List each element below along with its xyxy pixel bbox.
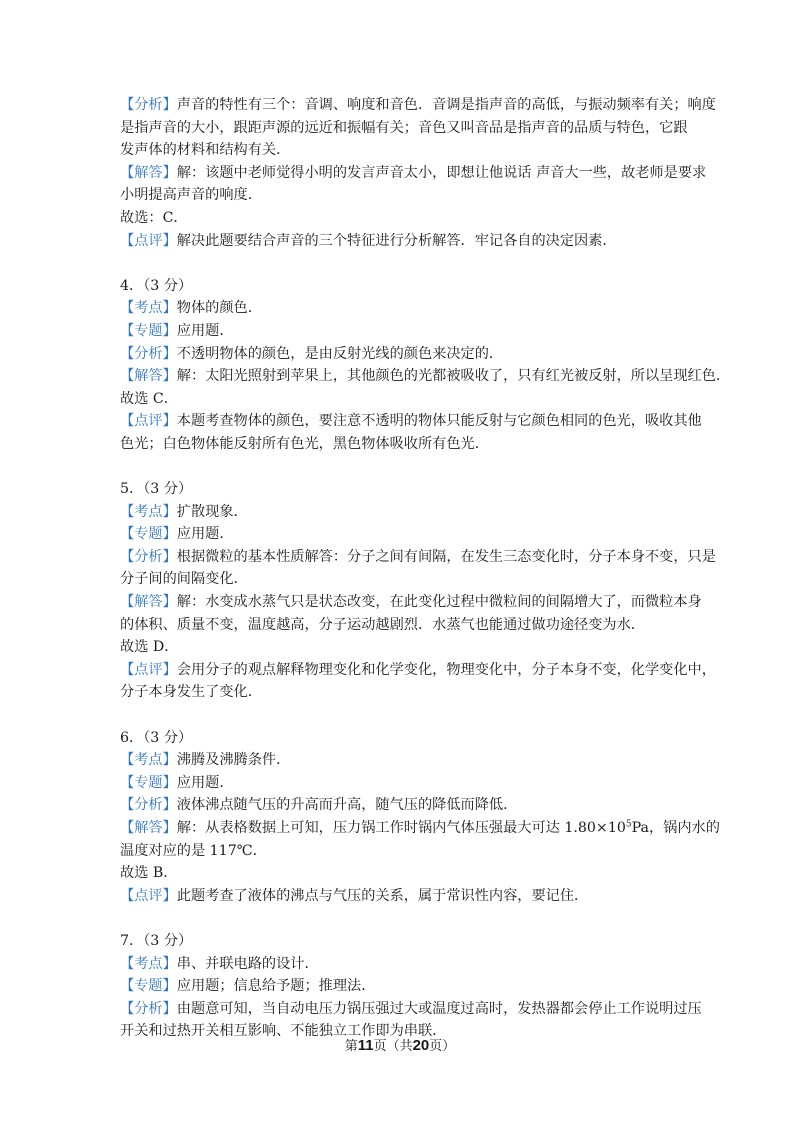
q4-category-line: 【专题】应用题． [120,322,234,339]
solution-tag: 【解答】 [120,820,177,836]
analysis-tag: 【分析】 [120,345,177,362]
q4-header: 4．（3 分） [120,277,193,294]
page-footer: 第11页（共20页） [344,1037,456,1054]
q4-comment-line: 【点评】本题考查物体的颜色，要注意不透明的物体只能反射与它颜色相同的色光，吸收其他 [120,413,702,430]
q5-header: 5．（3 分） [120,481,193,498]
comment-tag: 【点评】 [120,887,177,904]
q7-analysis-line: 开关和过热开关相互影响、不能独立工作即为串联． [120,1023,447,1040]
solution-tag: 【解答】 [120,368,177,385]
q4-answer: 故选 C． [120,390,178,407]
comment-tag: 【点评】 [120,413,177,430]
analysis-tag: 【分析】 [120,1000,177,1017]
q5-category-line: 【专题】应用题． [120,526,234,543]
analysis-tag: 【分析】 [120,797,177,814]
comment-tag: 【点评】 [120,232,177,249]
q6-comment-line: 【点评】此题考查了液体的沸点与气压的关系，属于常识性内容，要记住． [120,887,589,904]
current-page-number: 11 [357,1037,374,1054]
q6-solution-line: 温度对应的是 117℃． [120,842,267,859]
q7-analysis-line: 【分析】由题意可知，当自动电压力锅压强过大或温度过高时，发热器都会停止工作说明过压 [120,1000,702,1017]
q4-comment-line: 色光；白色物体能反射所有色光，黑色物体吸收所有色光． [120,435,489,452]
q3-analysis-line: 【分析】声音的特性有三个：音调、响度和音色．音调是指声音的高低，与振动频率有关；响度 [120,97,716,113]
q5-solution-line: 的体积、质量不变，温度越高，分子运动越剧烈．水蒸气也能通过做功途径变为水． [120,616,645,633]
q6-header: 6．（3 分） [120,729,193,746]
solution-tag: 【解答】 [120,594,177,611]
answer-content [120,94,731,1043]
q6-analysis-line: 【分析】液体沸点随气压的升高而升高，随气压的降低而降低． [120,797,518,814]
category-tag: 【专题】 [120,526,177,543]
q3-analysis-line: 发声体的材料和结构有关． [120,142,291,159]
q3-comment-line: 【点评】解决此题要结合声音的三个特征进行分析解答．牢记各自的决定因素． [120,232,617,249]
q6-topic-line: 【考点】沸腾及沸腾条件． [120,752,291,769]
q6-answer: 故选 B． [120,865,178,882]
topic-tag: 【考点】 [120,955,177,972]
q3-solution-line: 小明提高声音的响度． [120,187,262,204]
topic-tag: 【考点】 [120,300,177,317]
q5-answer: 故选 D． [120,639,179,656]
q4-solution-line: 【解答】解：太阳光照射到苹果上，其他颜色的光都被吸收了，只有红光被反射，所以呈现红色． [120,368,731,385]
topic-tag: 【考点】 [120,752,177,769]
q6-category-line: 【专题】应用题． [120,774,234,791]
q7-category-line: 【专题】应用题；信息给予题；推理法． [120,978,376,995]
q5-analysis-line: 【分析】根据微粒的基本性质解答：分子之间有间隔，在发生三态变化时，分子本身不变，只是 [120,548,716,565]
q3-answer: 故选：C． [120,209,188,226]
q4-topic-line: 【考点】物体的颜色． [120,300,262,317]
q5-solution-line: 【解答】解：水变成水蒸气只是状态改变，在此变化过程中微粒间的间隔增大了，而微粒本身 [120,594,702,611]
q7-topic-line: 【考点】串、并联电路的设计． [120,955,319,972]
q5-comment-line: 分子本身发生了变化． [120,684,262,701]
category-tag: 【专题】 [120,322,177,339]
q3-solution-line: 【解答】解：该题中老师觉得小明的发言声音太小，即想让他说话 声音大一些，故老师是要求 [120,164,707,181]
analysis-tag: 【分析】 [120,548,177,565]
solution-tag: 【解答】 [120,164,177,181]
q4-analysis-line: 【分析】不透明物体的颜色，是由反射光线的颜色来决定的． [120,345,504,362]
total-pages-number: 20 [412,1037,430,1054]
comment-tag: 【点评】 [120,661,177,678]
q6-solution-line: 【解答】解：从表格数据上可知，压力锅工作时锅内气体压强最大可达 $1.80\times 10^5Pa$，锅内水的 [120,819,720,836]
category-tag: 【专题】 [120,978,177,995]
analysis-tag: 【分析】 [120,97,177,113]
q5-analysis-line: 分子间的间隔变化． [120,571,248,588]
q5-topic-line: 【考点】扩散现象． [120,503,248,520]
exponent: 5 [625,819,632,830]
category-tag: 【专题】 [120,774,177,791]
q7-header: 7．（3 分） [120,932,193,949]
q5-comment-line: 【点评】会用分子的观点解释物理变化和化学变化，物理变化中，分子本身不变，化学变化中， [120,661,716,678]
topic-tag: 【考点】 [120,503,177,520]
q3-analysis-line: 是指声音的大小，跟距声源的远近和振幅有关；音色又叫音品是指声音的品质与特色，它跟 [120,119,688,136]
